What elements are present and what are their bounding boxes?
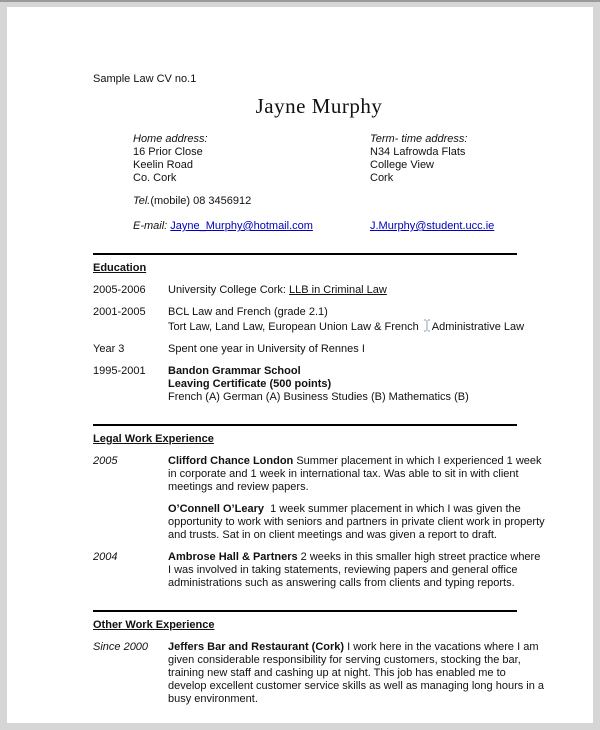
education-desc (168, 365, 545, 404)
education-text-line: Tort Law, Land Law, European Union Law & French Administrative Law (168, 321, 525, 333)
home-address (133, 133, 370, 185)
section-divider (93, 424, 517, 426)
legal-work-row (93, 551, 545, 590)
other-work-row (93, 641, 545, 706)
employer-name: Ambrose Hall & Partners (168, 551, 298, 563)
term-email-link[interactable]: J.Murphy@student.ucc.ie (370, 220, 495, 232)
other-work-desc (168, 641, 545, 706)
tel-value: (mobile) 08 3456912 (150, 195, 252, 207)
education-date: 2001-2005 (93, 306, 146, 318)
degree-underlined-text: LLB in Criminal Law (289, 284, 387, 296)
legal-work-heading: Legal Work Experience (93, 433, 214, 445)
employer-description: 1 week summer placement in which I was given the opportunity to work with seniors and partners in private client work in property and trusts. Sat in on client meetings and was given a report to draft. (168, 503, 545, 541)
employer-description: 2 weeks in this smaller high street practice where I was involved in taking statements, reviewing papers and general office administrations such as answering calls from clients and typing reports. (168, 551, 541, 589)
home-address-label: Home address: (133, 133, 208, 145)
education-row (93, 284, 545, 297)
employer-description: I work here in the vacations where I am given considerable responsibility for serving customers, stocking the bar, training new staff and cashing up at night. This job has enabled me to develop excellent customer service skills as well as managing long hours in a busy environment. (168, 641, 545, 705)
home-email-link[interactable]: Jayne_Murphy@hotmail.com (170, 220, 313, 232)
term-address-label: Term- time address: (370, 133, 468, 145)
education-desc: Spent one year in University of Rennes I (168, 343, 365, 355)
education-date: 2005-2006 (93, 284, 146, 296)
section-divider (93, 610, 517, 612)
cv-document (7, 7, 593, 723)
term-address-line: N34 Lafrowda Flats (370, 146, 466, 158)
legal-work-desc (168, 551, 545, 590)
legal-work-row (93, 455, 545, 494)
education-desc (168, 284, 545, 297)
education-desc (168, 306, 545, 334)
education-date: 1995-2001 (93, 365, 146, 377)
home-address-line: Keelin Road (133, 159, 193, 171)
education-row (93, 365, 545, 404)
address-block (93, 133, 545, 185)
education-section (93, 253, 553, 404)
home-address-line: Co. Cork (133, 172, 177, 184)
doc-label: Sample Law CV no.1 (93, 73, 197, 85)
employer-name: Clifford Chance London (168, 455, 294, 467)
other-work-section (93, 610, 553, 706)
education-text: BCL Law and French (grade 2.1) (168, 306, 328, 318)
telephone-line (133, 195, 553, 208)
education-row (93, 306, 545, 334)
section-divider (93, 253, 517, 255)
legal-work-row (93, 503, 545, 542)
education-heading: Education (93, 262, 147, 274)
employer-name: Jeffers Bar and Restaurant (Cork) (168, 641, 345, 653)
term-address (370, 133, 545, 185)
certificate: Leaving Certificate (500 points) (168, 378, 332, 390)
education-date: Year 3 (93, 343, 125, 355)
email-row (93, 220, 545, 233)
other-work-heading: Other Work Experience (93, 619, 215, 631)
text-cursor-icon (423, 319, 431, 332)
employer-description: Summer placement in which I experienced 1 week in corporate and 1 week in international tax. Was able to sit in with client meetings and review papers. (168, 455, 542, 493)
legal-work-date: 2004 (93, 551, 118, 563)
legal-work-desc (168, 503, 545, 542)
cv-content (7, 7, 593, 723)
term-address-line: Cork (370, 172, 394, 184)
legal-work-date (93, 503, 168, 542)
email-left (133, 220, 370, 233)
candidate-name: Jayne Murphy (255, 94, 383, 118)
education-row (93, 343, 545, 356)
email-right (370, 220, 545, 233)
term-address-line: College View (370, 159, 435, 171)
home-address-line: 16 Prior Close (133, 146, 203, 158)
legal-work-date: 2005 (93, 455, 118, 467)
employer-name: O’Connell O’Leary (168, 503, 264, 515)
education-text: University College Cork: (168, 284, 290, 296)
email-label: E-mail: (133, 220, 168, 232)
subjects: French (A) German (A) Business Studies (B) Mathematics (B) (168, 391, 469, 403)
legal-work-section (93, 424, 553, 590)
tel-label: Tel. (133, 195, 151, 207)
legal-work-desc (168, 455, 545, 494)
other-work-date: Since 2000 (93, 641, 149, 653)
school-name: Bandon Grammar School (168, 365, 301, 377)
